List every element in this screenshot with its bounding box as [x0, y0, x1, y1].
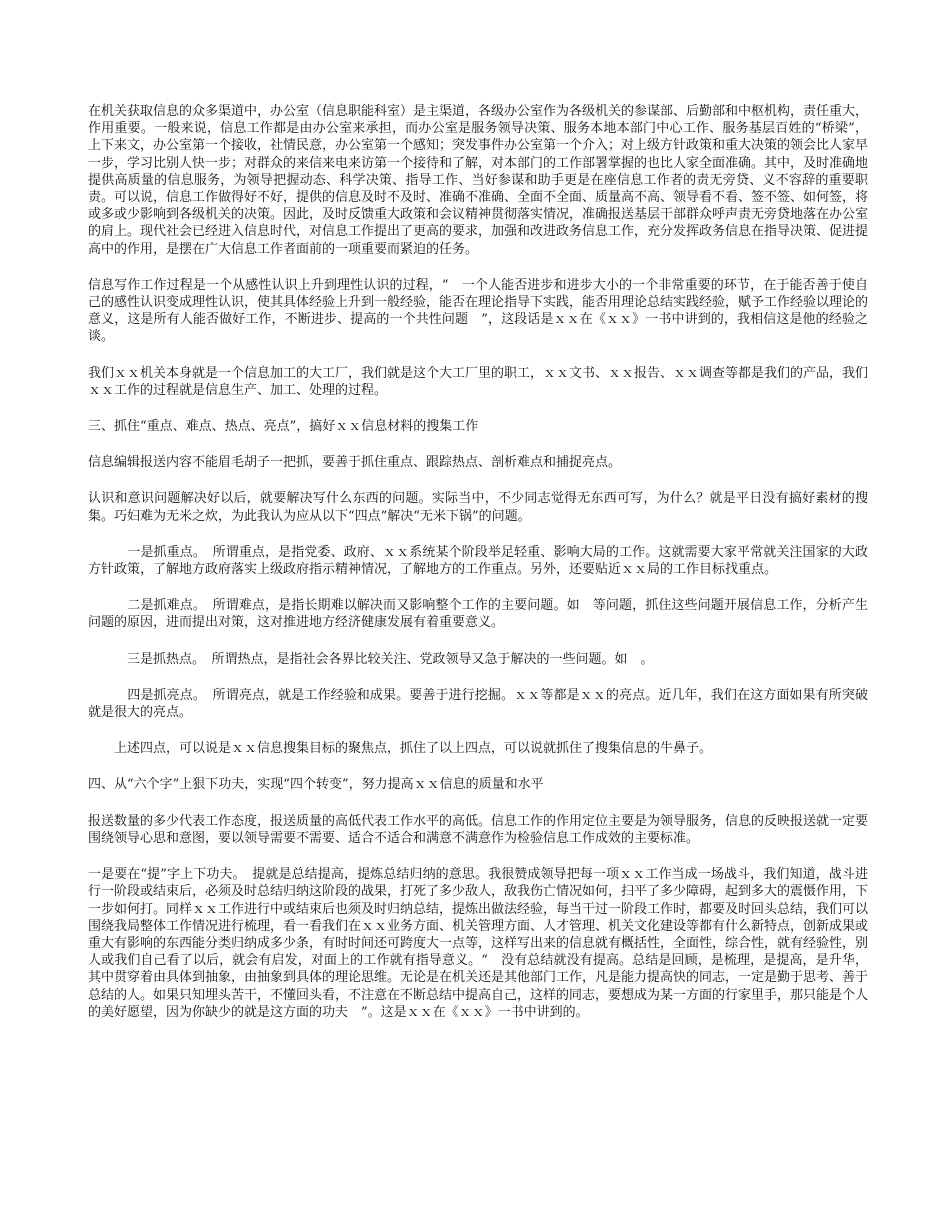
paragraph-what-to-write: 认识和意识问题解决好以后，就要解决写什么东西的问题。实际当中，不少同志觉得无东西可写，为什么？就是平日没有搞好素材的搜集。巧妇难为无米之炊，为此我认为应从以下“四点”解决“无米下锅”的问题。: [88, 491, 868, 524]
paragraph-four-points-summary: 上述四点，可以说是ｘｘ信息搜集目标的聚焦点，抓住了以上四点，可以说就抓住了搜集信息的牛鼻子。: [88, 741, 713, 757]
document-page: [88, 103, 868, 1040]
paragraph-hot-points: 三是抓热点。 所谓热点，是指社会各界比较关注、党政领导又急于解决的一些问题。如 。: [88, 651, 654, 667]
paragraph-writing-process: 信息写作工作过程是一个从感性认识上升到理性认识的过程，“ 一个人能否进步和进步大小的一个非常重要的环节，在于能否善于使自己的感性认识变成理性认识，使其具体经验上升到一般经验，能否在理论指导下实践，能否用理论总结实践经验，赋予工作经验以理论的意义，这是所有人能否做好工作，不断进步、提高的一个共性问题 ”，这段话是ｘｘ在《ｘｘ》一书中讲到的，我相信这是他的经验之谈。: [88, 277, 869, 345]
paragraph-information-factory: 我们ｘｘ机关本身就是一个信息加工的大工厂，我们就是这个大工厂里的职工，ｘｘ文书、ｘｘ报告、ｘｘ调查等都是我们的产品，我们ｘｘ工作的过程就是信息生产、加工、处理的过程。: [88, 365, 869, 398]
paragraph-difficult-points: 二是抓难点。 所谓难点，是指长期难以解决而又影响整个工作的主要问题。如 等问题，抓住这些问题开展信息工作，分析产生问题的原因，进而提出对策，这对推进地方经济健康发展有着重要意义。: [88, 598, 868, 631]
paragraph-quantity-quality: 报送数量的多少代表工作态度，报送质量的高低代表工作水平的高低。信息工作的作用定位主要是为领导服务，信息的反映报送就一定要围绕领导心思和意图，要以领导需要不需要、适合不适合和满意不满意作为检验信息工作成效的主要标准。: [88, 813, 869, 846]
paragraph-key-points: 一是抓重点。 所谓重点，是指党委、政府、ｘｘ系统某个阶段举足轻重、影响大局的工作。这就需要大家平常就关注国家的大政方针政策，了解地方政府落实上级政府指示精神情况，了解地方的工作重点。另外，还要贴近ｘｘ局的工作目标找重点。: [88, 544, 868, 578]
paragraph-editing-focus: 信息编辑报送内容不能眉毛胡子一把抓，要善于抓住重点、跟踪热点、剖析难点和捕捉亮点。: [88, 455, 622, 471]
paragraph-summarize-improve: 一是要在“提”字上下功夫。 提就是总结提高，提炼总结归纳的意思。我很赞成领导把每一项ｘｘ工作当成一场战斗，我们知道，战斗进行一阶段或结束后，必须及时总结归纳这阶段的战果，打死了多少敌人，敌我伤亡情况如何，扫平了多少障碍，起到多大的震慑作用，下一步如何打。同样ｘｘ工作进行中或结束后也须及时归纳总结，提炼出做法经验，每当干过一阶段工作时，都要及时回头总结，我们可以围绕我局整体工作情况进行梳理，看一看我们在ｘｘ业务方面、机关管理方面、人才管理、机关文化建设等都有什么新特点，创新成果或重大有影响的东西能分类归纳成多少条，有时时间还可跨度大一点等，这样写出来的信息就有概括性，全面性，综合性，就有经验性，别人或我们自己看了以后，就会有启发，对面上的工作就有指导意义。“ 没有总结就没有提高。总结是回顾，是梳理，是提高，是升华，其中贯穿着由具体到抽象，由抽象到具体的理论思维。无论是在机关还是其他部门工作，凡是能力提高快的同志，一定是勤于思考、善于总结的人。如果只知埋头苦干，不懂回头看，不注意在不断总结中提高自己，这样的同志，要想成为某一方面的行家里手，那只能是个人的美好愿望，因为你缺少的就是这方面的功夫 ”。这是ｘｘ在《ｘｘ》一书中讲到的。: [88, 867, 869, 1020]
paragraph-intro: 在机关获取信息的众多渠道中，办公室（信息职能科室）是主渠道，各级办公室作为各级机关的参谋部、后勤部和中枢机构，责任重大，作用重要。一般来说，信息工作都是由办公室来承担，而办公室是服务领导决策、服务本地本部门中心工作、服务基层百姓的“桥梁”，上下来文，办公室第一个接收，社情民意，办公室第一个感知；突发事件办公室第一个介入；对上级方针政策和重大决策的领会比人家早一步，学习比别人快一步；对群众的来信来电来访第一个接待和了解，对本部门的工作部署掌握的也比人家全面准确。其中，及时准确地提供高质量的信息服务，为领导把握动态、科学决策、指导工作、当好参谋和助手更是在座信息工作者的责无旁贷、义不容辞的重要职责。可以说，信息工作做得好不好，提供的信息及时不及时、准确不准确、全面不全面、质量高不高、领导看不看、签不签、如何签，将或多或少影响到各级机关的决策。因此，及时反馈重大政策和会议精神贯彻落实情况，准确报送基层干部群众呼声责无旁贷地落在办公室的肩上。现代社会已经进入信息时代，对信息工作提出了更高的要求，加强和改进政务信息工作，充分发挥政务信息在指导决策、促进提高中的作用，是摆在广大信息工作者面前的一项重要而紧迫的任务。: [88, 104, 869, 257]
section-heading-four: 四、从“六个字”上狠下功夫，实现“四个转变”，努力提高ｘｘ信息的质量和水平: [88, 777, 544, 793]
paragraph-highlights: 四是抓亮点。 所谓亮点，就是工作经验和成果。要善于进行挖掘。ｘｘ等都是ｘｘ的亮点。近几年，我们在这方面如果有所突破就是很大的亮点。: [88, 687, 868, 721]
section-heading-three: 三、抓住“重点、难点、热点、亮点”，搞好ｘｘ信息材料的搜集工作: [88, 419, 479, 435]
